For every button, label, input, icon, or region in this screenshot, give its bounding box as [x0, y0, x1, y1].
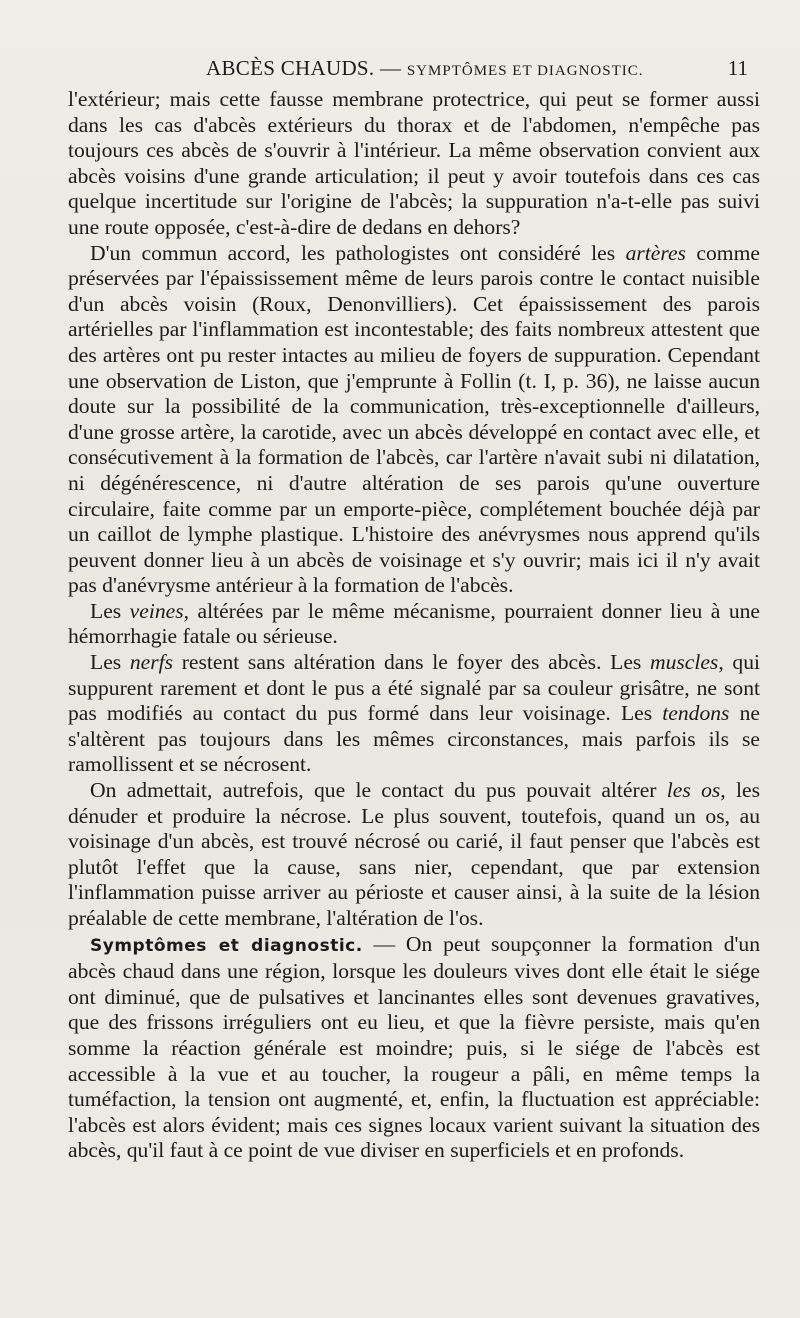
- page-header: [68, 56, 748, 84]
- text-run: l'extérieur; mais cette fausse membrane protectrice, qui peut se former aussi dans les cas d'abcès extérieurs du thorax et de l'abdomen, n'empêche pas toujours ces abcès de s'ouvrir à l'intérieur. La même observation convient aux abcès voisins d'une grande articulation; il peut y avoir toutefois dans ces cas quelque incertitude sur l'origine de l'abcès; la suppuration n'a-t-elle pas suivi une route opposée, c'est-à-dire de dedans en dehors?: [68, 87, 760, 239]
- running-title-main: ABCÈS CHAUDS. —: [206, 56, 407, 80]
- text-run: ne s'altèrent pas toujours dans les mêmes circonstances, mais parfois ils se ramollissent et se nécrosent.: [68, 701, 760, 777]
- text-run: restent sans altération dans le foyer des abcès. Les: [173, 650, 650, 675]
- paragraph: [68, 87, 760, 241]
- section-heading: Symptômes et diagnostic.: [90, 935, 363, 956]
- italic-term: tendons: [662, 701, 730, 726]
- italic-term: artères: [625, 240, 686, 265]
- paragraph: [68, 241, 760, 599]
- italic-term: les os: [666, 778, 721, 803]
- text-run: , qui suppurent rarement et dont le pus a été signalé par sa couleur grisâtre, ne sont pas modifiés au contact du pus formé dans leur voisinage. Les: [68, 650, 760, 726]
- paragraph: [68, 599, 760, 650]
- paragraph: [68, 778, 760, 932]
- text-run: , altérées par le même mécanisme, pourraient donner lieu à une hémorrhagie fatale ou sérieuse.: [68, 598, 760, 649]
- body-text: [68, 87, 760, 1164]
- italic-term: nerfs: [129, 650, 174, 675]
- paragraph: [68, 932, 760, 1164]
- paragraph: [68, 650, 760, 778]
- text-run: Les: [90, 650, 130, 675]
- text-run: Les: [90, 598, 130, 623]
- page-number: 11: [727, 56, 748, 80]
- italic-term: muscles: [649, 650, 719, 675]
- text-run: , les dénuder et produire la nécrose. Le plus souvent, toutefois, quand un os, au voisinage d'un abcès, est trouvé nécrosé ou carié, il faut penser que l'abcès est plutôt l'effet que la cause, sans nier, cependant, que par extension l'inflammation puisse arriver au périoste et causer ainsi, à la suite de la lésion préalable de cette membrane, l'altération de l'os.: [68, 778, 760, 930]
- italic-term: veines: [129, 598, 184, 623]
- text-run: D'un commun accord, les pathologistes ont considéré les: [90, 240, 626, 265]
- text-run: — On peut soupçonner la formation d'un abcès chaud dans une région, lorsque les douleurs vives dont elle était le siége ont diminué, que de pulsatives et lancinantes elles sont devenues gravatives, que des frissons irréguliers ont eu lieu, et que la fièvre persiste, mais qu'en somme la réaction générale est moindre; puis, si le siége de l'abcès est accessible à la vue et au toucher, la rougeur a pâli, en même temps la tuméfaction, la tension ont augmenté, et, enfin, la fluctuation est appréciable: l'abcès est alors évident; mais ces signes locaux varient suivant la situation des abcès, qu'il faut à ce point de vue diviser en superficiels et en profonds.: [68, 931, 760, 1163]
- text-run: On admettait, autrefois, que le contact du pus pouvait altérer: [90, 778, 667, 803]
- text-run: comme préservées par l'épaississement même de leurs parois contre le contact nuisible d'un abcès voisin (Roux, Denonvilliers). Cet épaississement des parois artérielles par l'inflammation est incontestable; des faits nombreux attestent que des artères ont pu rester intactes au milieu de foyers de suppuration. Cependant une observation de Liston, que j'emprunte à Follin (t. I, p. 36), ne laisse aucun doute sur la possibilité de la communication, très-exceptionnelle d'ailleurs, d'une grosse artère, la carotide, avec un abcès développé en contact avec elle, et consécutivement à la formation de l'abcès, car l'artère n'avait subi ni dilatation, ni dégénérescence, ni d'autre altération de ses parois qu'une ouverture circulaire, faite comme par un emporte-pièce, complétement bouchée déjà par un caillot de lymphe plastique. L'histoire des anévrysmes nous apprend qu'ils peuvent donner lieu à un abcès de voisinage et s'y ouvrir; mais ici il n'y avait pas d'anévrysme antérieur à la formation de l'abcès.: [68, 240, 760, 598]
- running-title-section: SYMPTÔMES ET DIAGNOSTIC.: [406, 63, 644, 79]
- running-title: [206, 56, 644, 81]
